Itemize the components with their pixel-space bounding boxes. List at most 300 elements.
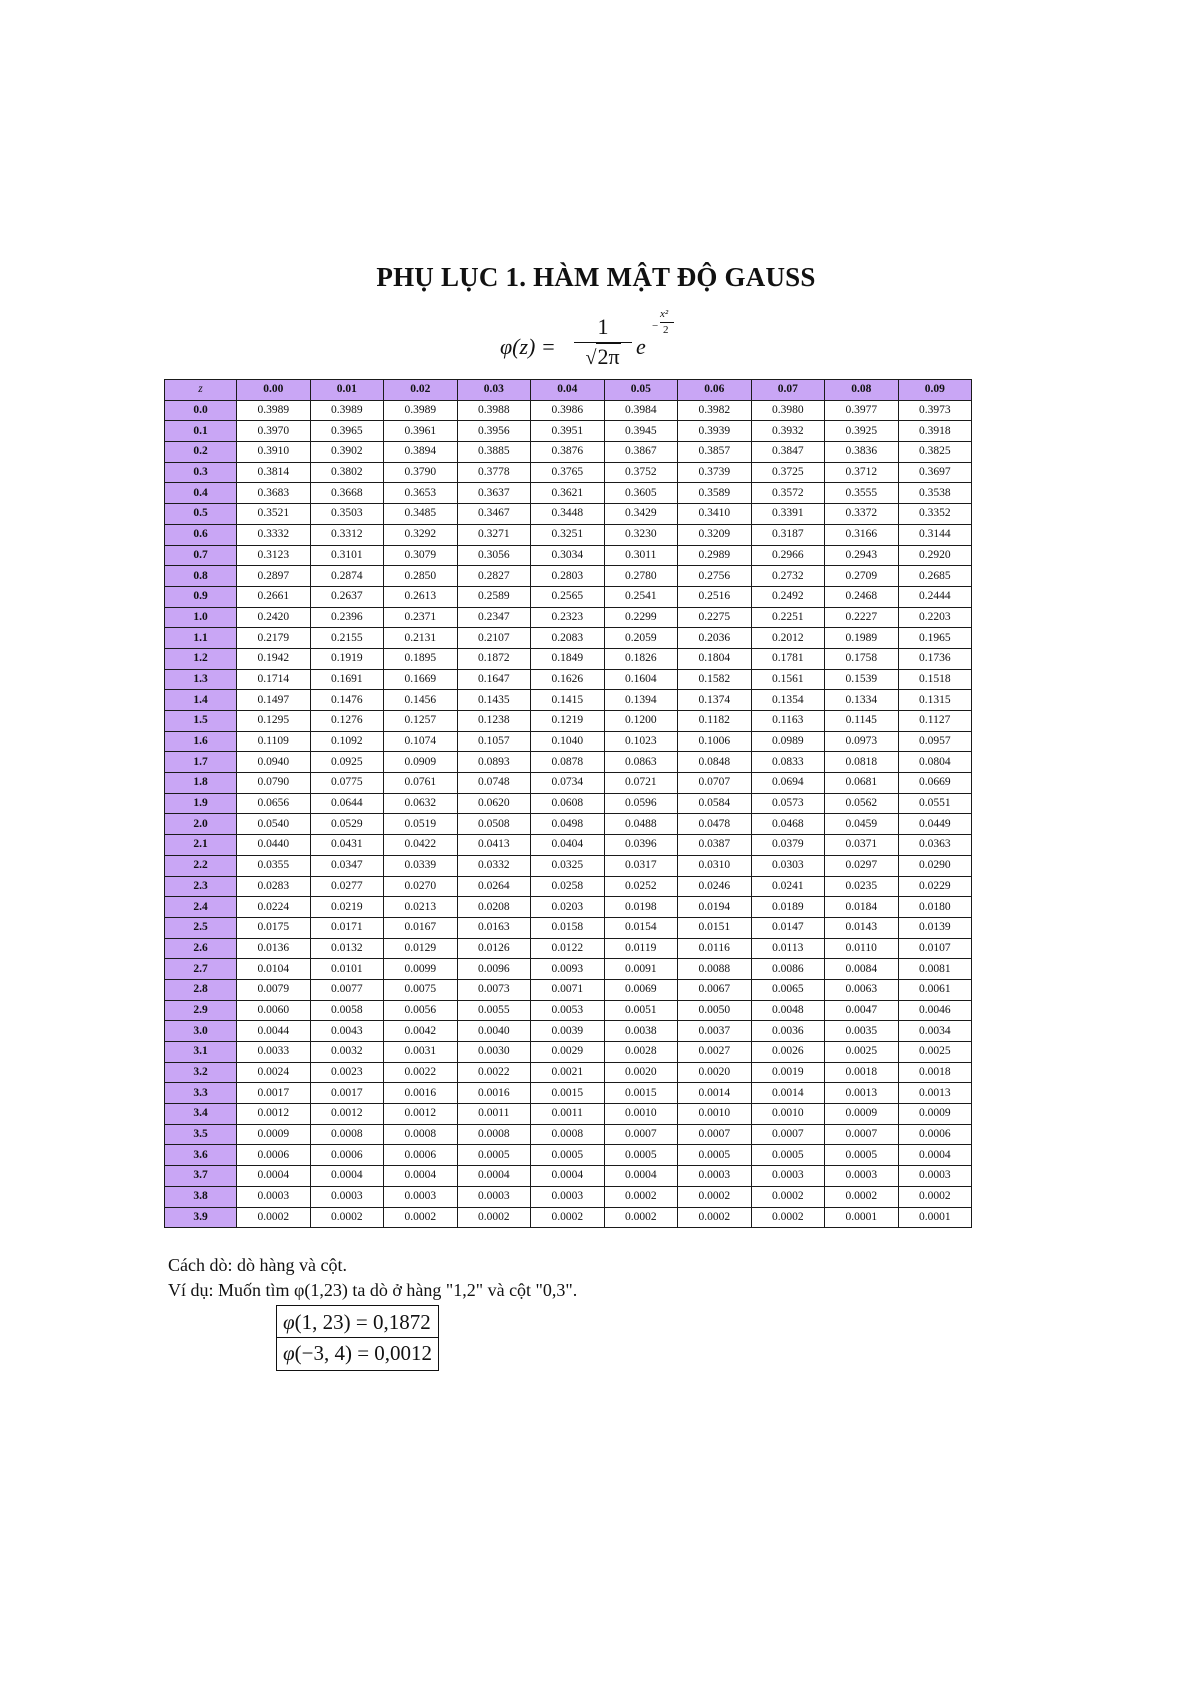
table-cell: 0.3932 [751, 421, 825, 442]
table-cell: 0.0010 [678, 1104, 752, 1125]
table-cell: 0.3521 [237, 504, 311, 525]
table-cell: 0.0002 [825, 1186, 899, 1207]
table-cell: 0.0007 [604, 1124, 678, 1145]
table-cell: 0.3790 [384, 462, 458, 483]
table-cell: 0.0048 [751, 1000, 825, 1021]
table-cell: 0.3867 [604, 442, 678, 463]
table-cell: 0.2589 [457, 586, 531, 607]
table-cell: 0.1109 [237, 731, 311, 752]
table-cell: 0.0007 [751, 1124, 825, 1145]
table-cell: 0.0804 [898, 752, 972, 773]
table-cell: 0.3332 [237, 524, 311, 545]
row-header: 1.5 [165, 711, 237, 732]
table-cell: 0.0023 [310, 1062, 384, 1083]
table-cell: 0.0167 [384, 917, 458, 938]
table-cell: 0.2444 [898, 586, 972, 607]
table-cell: 0.0003 [310, 1186, 384, 1207]
table-cell: 0.3712 [825, 462, 899, 483]
table-cell: 0.2083 [531, 628, 605, 649]
table-cell: 0.3925 [825, 421, 899, 442]
table-cell: 0.1989 [825, 628, 899, 649]
table-cell: 0.2732 [751, 566, 825, 587]
table-row [165, 773, 972, 794]
table-cell: 0.0053 [531, 1000, 605, 1021]
table-cell: 0.1758 [825, 648, 899, 669]
table-cell: 0.0035 [825, 1021, 899, 1042]
table-cell: 0.3986 [531, 400, 605, 421]
table-cell: 0.0004 [384, 1166, 458, 1187]
table-cell: 0.0081 [898, 959, 972, 980]
usage-notes [168, 1253, 577, 1303]
table-cell: 0.0022 [384, 1062, 458, 1083]
table-cell: 0.0264 [457, 876, 531, 897]
table-cell: 0.0246 [678, 876, 752, 897]
formula-base: e [636, 334, 646, 359]
table-cell: 0.0277 [310, 876, 384, 897]
table-cell: 0.0013 [898, 1083, 972, 1104]
column-header: 0.07 [751, 380, 825, 401]
table-cell: 0.0332 [457, 855, 531, 876]
table-cell: 0.0004 [457, 1166, 531, 1187]
table-cell: 0.1092 [310, 731, 384, 752]
column-header: 0.03 [457, 380, 531, 401]
table-cell: 0.0005 [751, 1145, 825, 1166]
table-cell: 0.1849 [531, 648, 605, 669]
table-cell: 0.0508 [457, 814, 531, 835]
table-cell: 0.0010 [751, 1104, 825, 1125]
table-cell: 0.3989 [384, 400, 458, 421]
table-cell: 0.0608 [531, 793, 605, 814]
table-cell: 0.3187 [751, 524, 825, 545]
table-cell: 0.0863 [604, 752, 678, 773]
table-cell: 0.0478 [678, 814, 752, 835]
table-cell: 0.3825 [898, 442, 972, 463]
row-header: 3.1 [165, 1042, 237, 1063]
formula-lhs: φ(z) = [500, 334, 556, 359]
row-header: 0.7 [165, 545, 237, 566]
table-cell: 0.0006 [310, 1145, 384, 1166]
table-cell: 0.0009 [825, 1104, 899, 1125]
table-cell: 0.1476 [310, 690, 384, 711]
table-cell: 0.2709 [825, 566, 899, 587]
table-cell: 0.0069 [604, 979, 678, 1000]
table-cell: 0.0110 [825, 938, 899, 959]
table-cell: 0.0833 [751, 752, 825, 773]
table-row [165, 1083, 972, 1104]
table-cell: 0.0005 [531, 1145, 605, 1166]
table-cell: 0.0007 [678, 1124, 752, 1145]
table-cell: 0.2780 [604, 566, 678, 587]
table-cell: 0.0104 [237, 959, 311, 980]
row-header: 0.5 [165, 504, 237, 525]
table-cell: 0.0194 [678, 897, 752, 918]
table-cell: 0.1415 [531, 690, 605, 711]
table-cell: 0.0488 [604, 814, 678, 835]
table-cell: 0.0047 [825, 1000, 899, 1021]
table-row [165, 628, 972, 649]
table-cell: 0.0042 [384, 1021, 458, 1042]
table-cell: 0.3034 [531, 545, 605, 566]
table-cell: 0.3467 [457, 504, 531, 525]
table-cell: 0.1497 [237, 690, 311, 711]
table-cell: 0.0008 [384, 1124, 458, 1145]
table-cell: 0.0189 [751, 897, 825, 918]
table-cell: 0.0003 [678, 1166, 752, 1187]
table-cell: 0.3945 [604, 421, 678, 442]
example-2-expr: (−3, 4) = 0,0012 [294, 1341, 433, 1365]
table-cell: 0.0026 [751, 1042, 825, 1063]
row-header: 0.1 [165, 421, 237, 442]
table-cell: 0.0101 [310, 959, 384, 980]
table-cell: 0.0019 [751, 1062, 825, 1083]
table-cell: 0.0002 [531, 1207, 605, 1228]
table-cell: 0.0107 [898, 938, 972, 959]
row-header: 3.4 [165, 1104, 237, 1125]
table-row [165, 917, 972, 938]
table-cell: 0.0020 [604, 1062, 678, 1083]
table-cell: 0.0058 [310, 1000, 384, 1021]
row-header: 2.5 [165, 917, 237, 938]
table-cell: 0.3961 [384, 421, 458, 442]
table-cell: 0.0017 [310, 1083, 384, 1104]
table-cell: 0.0084 [825, 959, 899, 980]
table-row [165, 669, 972, 690]
table-cell: 0.3973 [898, 400, 972, 421]
table-cell: 0.3448 [531, 504, 605, 525]
table-cell: 0.2036 [678, 628, 752, 649]
table-row [165, 1166, 972, 1187]
table-cell: 0.0116 [678, 938, 752, 959]
example-1-expr: (1, 23) = 0,1872 [294, 1310, 431, 1334]
table-cell: 0.0006 [237, 1145, 311, 1166]
table-cell: 0.0669 [898, 773, 972, 794]
table-cell: 0.3876 [531, 442, 605, 463]
table-cell: 0.3836 [825, 442, 899, 463]
table-row [165, 1000, 972, 1021]
table-cell: 0.2155 [310, 628, 384, 649]
table-cell: 0.3637 [457, 483, 531, 504]
table-cell: 0.0075 [384, 979, 458, 1000]
table-cell: 0.0163 [457, 917, 531, 938]
table-cell: 0.0009 [237, 1124, 311, 1145]
table-cell: 0.1276 [310, 711, 384, 732]
table-cell: 0.3984 [604, 400, 678, 421]
exponent-minus: − [652, 320, 659, 332]
table-cell: 0.0056 [384, 1000, 458, 1021]
table-cell: 0.3391 [751, 504, 825, 525]
table-cell: 0.0004 [898, 1145, 972, 1166]
row-header: 1.3 [165, 669, 237, 690]
table-cell: 0.0021 [531, 1062, 605, 1083]
table-cell: 0.0620 [457, 793, 531, 814]
table-row [165, 1145, 972, 1166]
table-cell: 0.0005 [457, 1145, 531, 1166]
table-cell: 0.0584 [678, 793, 752, 814]
table-cell: 0.0893 [457, 752, 531, 773]
corner-cell: z [165, 380, 237, 401]
table-cell: 0.0013 [825, 1083, 899, 1104]
table-cell: 0.3292 [384, 524, 458, 545]
sqrt-sign: √ [585, 347, 597, 369]
table-cell: 0.0022 [457, 1062, 531, 1083]
table-row [165, 1207, 972, 1228]
table-cell: 0.0404 [531, 835, 605, 856]
column-header: 0.06 [678, 380, 752, 401]
table-cell: 0.3312 [310, 524, 384, 545]
table-cell: 0.0136 [237, 938, 311, 959]
table-cell: 0.0154 [604, 917, 678, 938]
table-cell: 0.2943 [825, 545, 899, 566]
table-cell: 0.0009 [898, 1104, 972, 1125]
table-cell: 0.0018 [825, 1062, 899, 1083]
row-header: 2.3 [165, 876, 237, 897]
table-cell: 0.1315 [898, 690, 972, 711]
table-cell: 0.0761 [384, 773, 458, 794]
table-cell: 0.3209 [678, 524, 752, 545]
row-header: 3.8 [165, 1186, 237, 1207]
table-cell: 0.0016 [384, 1083, 458, 1104]
table-cell: 0.1257 [384, 711, 458, 732]
table-cell: 0.0003 [384, 1186, 458, 1207]
table-cell: 0.0061 [898, 979, 972, 1000]
table-cell: 0.2227 [825, 607, 899, 628]
table-cell: 0.0044 [237, 1021, 311, 1042]
table-cell: 0.2396 [310, 607, 384, 628]
table-cell: 0.2565 [531, 586, 605, 607]
table-cell: 0.0748 [457, 773, 531, 794]
table-cell: 0.0008 [531, 1124, 605, 1145]
table-cell: 0.0122 [531, 938, 605, 959]
table-cell: 0.0151 [678, 917, 752, 938]
table-cell: 0.0034 [898, 1021, 972, 1042]
table-cell: 0.0126 [457, 938, 531, 959]
table-cell: 0.3372 [825, 504, 899, 525]
table-cell: 0.1942 [237, 648, 311, 669]
row-header: 1.9 [165, 793, 237, 814]
table-cell: 0.0003 [531, 1186, 605, 1207]
table-cell: 0.0033 [237, 1042, 311, 1063]
table-cell: 0.0468 [751, 814, 825, 835]
table-cell: 0.0498 [531, 814, 605, 835]
table-cell: 0.0014 [678, 1083, 752, 1104]
table-cell: 0.0093 [531, 959, 605, 980]
table-cell: 0.0355 [237, 855, 311, 876]
table-cell: 0.0025 [825, 1042, 899, 1063]
table-cell: 0.3739 [678, 462, 752, 483]
table-cell: 0.0229 [898, 876, 972, 897]
row-header: 2.6 [165, 938, 237, 959]
table-cell: 0.3011 [604, 545, 678, 566]
table-cell: 0.1895 [384, 648, 458, 669]
table-cell: 0.0003 [825, 1166, 899, 1187]
formula-denominator [574, 344, 632, 371]
table-cell: 0.0325 [531, 855, 605, 876]
table-cell: 0.0020 [678, 1062, 752, 1083]
table-cell: 0.0989 [751, 731, 825, 752]
table-cell: 0.0422 [384, 835, 458, 856]
table-cell: 0.0055 [457, 1000, 531, 1021]
table-cell: 0.0707 [678, 773, 752, 794]
row-header: 3.0 [165, 1021, 237, 1042]
table-cell: 0.0139 [898, 917, 972, 938]
table-row [165, 607, 972, 628]
table-cell: 0.3765 [531, 462, 605, 483]
table-row [165, 504, 972, 525]
table-cell: 0.0002 [237, 1207, 311, 1228]
table-cell: 0.1374 [678, 690, 752, 711]
table-cell: 0.0024 [237, 1062, 311, 1083]
table-cell: 0.2420 [237, 607, 311, 628]
table-cell: 0.0065 [751, 979, 825, 1000]
table-cell: 0.0113 [751, 938, 825, 959]
table-cell: 0.3752 [604, 462, 678, 483]
table-cell: 0.0005 [604, 1145, 678, 1166]
table-cell: 0.0088 [678, 959, 752, 980]
table-cell: 0.0596 [604, 793, 678, 814]
table-row [165, 979, 972, 1000]
table-cell: 0.0012 [237, 1104, 311, 1125]
table-cell: 0.1145 [825, 711, 899, 732]
table-cell: 0.0003 [237, 1186, 311, 1207]
table-cell: 0.1539 [825, 669, 899, 690]
table-cell: 0.2827 [457, 566, 531, 587]
table-cell: 0.0431 [310, 835, 384, 856]
table-row [165, 1062, 972, 1083]
table-row [165, 835, 972, 856]
table-cell: 0.1182 [678, 711, 752, 732]
table-cell: 0.2131 [384, 628, 458, 649]
table-cell: 0.1669 [384, 669, 458, 690]
table-cell: 0.0644 [310, 793, 384, 814]
row-header: 2.8 [165, 979, 237, 1000]
table-cell: 0.0015 [604, 1083, 678, 1104]
table-cell: 0.0573 [751, 793, 825, 814]
row-header: 0.6 [165, 524, 237, 545]
table-cell: 0.0540 [237, 814, 311, 835]
table-cell: 0.0198 [604, 897, 678, 918]
table-cell: 0.1200 [604, 711, 678, 732]
table-cell: 0.0071 [531, 979, 605, 1000]
table-cell: 0.0060 [237, 1000, 311, 1021]
column-header: 0.05 [604, 380, 678, 401]
column-header: 0.01 [310, 380, 384, 401]
row-header: 1.6 [165, 731, 237, 752]
table-cell: 0.2179 [237, 628, 311, 649]
table-cell: 0.0018 [898, 1062, 972, 1083]
page-title: PHỤ LỤC 1. HÀM MẬT ĐỘ GAUSS [376, 262, 816, 292]
table-cell: 0.3429 [604, 504, 678, 525]
table-cell: 0.0077 [310, 979, 384, 1000]
table-cell: 0.0396 [604, 835, 678, 856]
table-header-row [165, 380, 972, 401]
table-cell: 0.1334 [825, 690, 899, 711]
row-header: 0.0 [165, 400, 237, 421]
table-cell: 0.0387 [678, 835, 752, 856]
table-cell: 0.3814 [237, 462, 311, 483]
table-cell: 0.1714 [237, 669, 311, 690]
table-cell: 0.0028 [604, 1042, 678, 1063]
table-cell: 0.0339 [384, 855, 458, 876]
table-cell: 0.2613 [384, 586, 458, 607]
row-header: 3.7 [165, 1166, 237, 1187]
table-row [165, 1124, 972, 1145]
table-cell: 0.0818 [825, 752, 899, 773]
row-header: 0.2 [165, 442, 237, 463]
table-cell: 0.1435 [457, 690, 531, 711]
table-cell: 0.2989 [678, 545, 752, 566]
table-cell: 0.0283 [237, 876, 311, 897]
gauss-density-table [164, 379, 972, 1228]
table-cell: 0.0213 [384, 897, 458, 918]
table-cell: 0.3989 [237, 400, 311, 421]
table-cell: 0.1295 [237, 711, 311, 732]
table-cell: 0.0099 [384, 959, 458, 980]
table-cell: 0.3939 [678, 421, 752, 442]
example-box [276, 1305, 439, 1371]
table-cell: 0.2920 [898, 545, 972, 566]
table-row [165, 586, 972, 607]
table-cell: 0.3885 [457, 442, 531, 463]
table-cell: 0.3951 [531, 421, 605, 442]
row-header: 3.2 [165, 1062, 237, 1083]
table-cell: 0.2203 [898, 607, 972, 628]
table-cell: 0.0721 [604, 773, 678, 794]
formula-numerator: 1 [597, 314, 609, 339]
table-row [165, 421, 972, 442]
table-cell: 0.0014 [751, 1083, 825, 1104]
table-cell: 0.1127 [898, 711, 972, 732]
table-cell: 0.0002 [384, 1207, 458, 1228]
row-header: 0.3 [165, 462, 237, 483]
table-cell: 0.0067 [678, 979, 752, 1000]
table-cell: 0.2059 [604, 628, 678, 649]
example-1-fn: φ [283, 1310, 295, 1334]
table-cell: 0.0940 [237, 752, 311, 773]
table-cell: 0.0012 [310, 1104, 384, 1125]
table-cell: 0.0004 [310, 1166, 384, 1187]
table-cell: 0.2275 [678, 607, 752, 628]
table-cell: 0.0310 [678, 855, 752, 876]
table-cell: 0.0040 [457, 1021, 531, 1042]
table-cell: 0.0073 [457, 979, 531, 1000]
table-cell: 0.0011 [531, 1104, 605, 1125]
table-cell: 0.2107 [457, 628, 531, 649]
table-cell: 0.0011 [457, 1104, 531, 1125]
table-cell: 0.2323 [531, 607, 605, 628]
table-cell: 0.2685 [898, 566, 972, 587]
column-header: 0.09 [898, 380, 972, 401]
table-cell: 0.0031 [384, 1042, 458, 1063]
table-row [165, 400, 972, 421]
table-cell: 0.2803 [531, 566, 605, 587]
table-cell: 0.3918 [898, 421, 972, 442]
table-cell: 0.3725 [751, 462, 825, 483]
table-cell: 0.0030 [457, 1042, 531, 1063]
table-cell: 0.2516 [678, 586, 752, 607]
table-cell: 0.0008 [310, 1124, 384, 1145]
row-header: 1.8 [165, 773, 237, 794]
table-cell: 0.0147 [751, 917, 825, 938]
table-cell: 0.1736 [898, 648, 972, 669]
table-cell: 0.2299 [604, 607, 678, 628]
table-cell: 0.0519 [384, 814, 458, 835]
table-row [165, 1186, 972, 1207]
table-cell: 0.3970 [237, 421, 311, 442]
table-cell: 0.0656 [237, 793, 311, 814]
table-cell: 0.0002 [604, 1207, 678, 1228]
table-cell: 0.0143 [825, 917, 899, 938]
row-header: 0.9 [165, 586, 237, 607]
